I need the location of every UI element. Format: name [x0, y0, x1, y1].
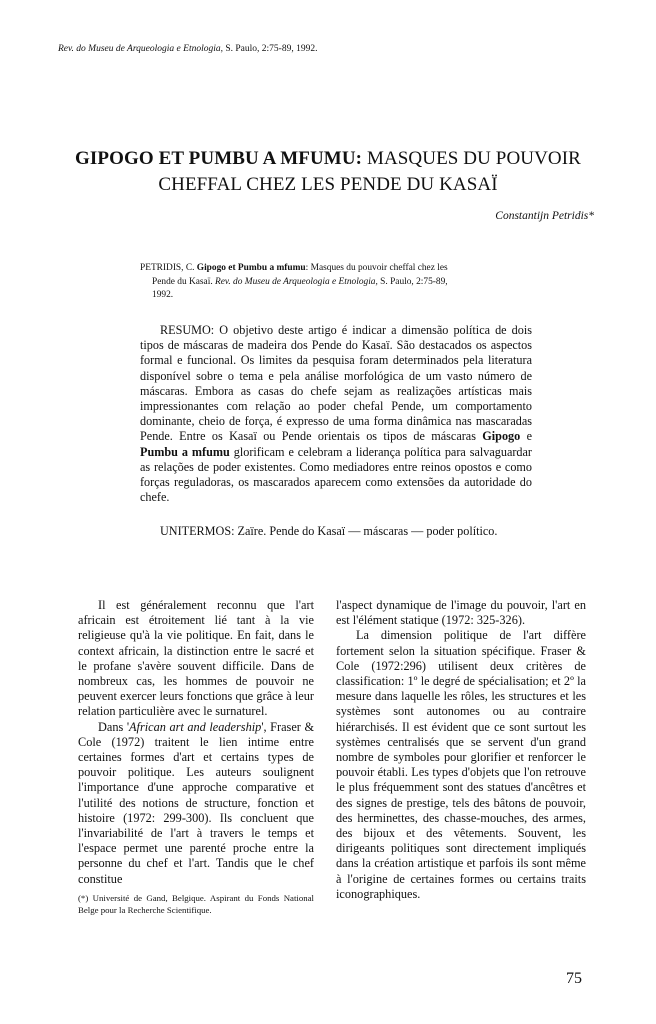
article-title-line-2: CHEFFAL CHEZ LES PENDE DU KASAÏ — [158, 174, 498, 195]
journal-header — [58, 44, 317, 54]
body-paragraph: La dimension politique de l'art diffère fortement selon la situation spécifique. Fraser & Cole (1972:296) utilisent deux critères de classification: 1º le degré de spécialisation; et 2º la mesure dans laquelle les rôles, les structures et les systèmes sont autonomes ou au contraire hiérarchisés. Il est évident que ce sont surtout les systèmes centralisés que se servent d'un grand nombre de symboles pour glorifier et renforcer le pouvoir établi. Les types d'objets que l'on retrouve le plus fréquemment sont des statues d'ancêtres et des signes de prestige, tels des bâtons de pouvoir, des herminettes, des chasse-mouches, des armes, des bijoux et des vêtements. Souvent, les dirigeants politiques sont directement impliqués dans la création artistique et parfois ils sont même à l'origine de certaines formes ou certains traits iconographiques. — [336, 628, 586, 901]
bibliographic-citation — [140, 262, 532, 303]
journal-name: Rev. do Museu de Arqueologia e Etnologia, — [58, 44, 223, 54]
resumo-bold-pumbu: Pumbu a mfumu — [140, 444, 230, 459]
body-right-column — [336, 598, 586, 902]
citation-year: 1992. — [152, 290, 174, 300]
author-footnote: (*) Université de Gand, Belgique. Aspirant du Fonds National Belge pour la Recherche Scientifique. — [78, 893, 314, 916]
citation-details: S. Paulo, 2:75-89, — [377, 276, 448, 287]
abstract-resumo — [140, 323, 532, 505]
resumo-bold-gipogo: Gipogo — [482, 429, 521, 444]
title-rest-part: MASQUES DU POUVOIR — [362, 148, 581, 169]
keywords-unitermos: UNITERMOS: Zaïre. Pende do Kasaï — máscaras — poder político. — [160, 524, 498, 538]
journal-details: S. Paulo, 2:75-89, 1992. — [222, 44, 318, 54]
resumo-text-2: e — [520, 429, 532, 444]
resumo-text-1: RESUMO: O objetivo deste artigo é indicar a dimensão política de dois tipos de máscaras de madeira dos Pende do Kasaï. São destacados os aspectos formal e funcional. Os limites da pesquisa foram determinados pela literatura disponível sobre o tema e pela análise morfológica de um vasto número de máscaras. Embora as casas do chefe sejam as realizações artísticas mais impressionantes com relação ao poder chefal Pende, um comportamento dominante, cheio de força, é expresso de uma forma dinâmica nas mascaradas Pende. Entre os Kasaï ou Pende orientais os tipos de máscaras — [140, 323, 532, 444]
title-bold-part: GIPOGO ET PUMBU A MFUMU: — [75, 148, 363, 169]
body-left-column — [78, 598, 314, 887]
book-title: African art and leadership — [129, 719, 262, 734]
body-paragraph: Dans 'African art and leadership', Fraser & Cole (1972) traitent le lien intime entre certaines formes d'art et certains types de pouvoir politique. Les auteurs soulignent l'importance d'une approche comparative et l'utilité des notions de structure, fonction et histoire (1972: 299-300). Ils concluent que l'invariabilité de l'art à travers le temps et l'espace permet une parenté proche entre la personne du chef et l'art. Tandis que le chef constitue — [78, 719, 315, 886]
author-name: Constantijn Petridis* — [495, 210, 594, 222]
article-title-line-1 — [40, 146, 616, 172]
citation-author: PETRIDIS, C. — [140, 263, 197, 273]
body-paragraph: Il est généralement reconnu que l'art africain est étroitement lié tant à la vie religieuse qu'à la vie politique. En fait, dans le context africain, la distinction entre le sacré et le profane s'avère souvent difficile. Dans de nombreux cas, les hommes de pouvoir ne peuvent exercer leurs fonctions que grâce à leur relation particulière avec le surnaturel. — [78, 598, 314, 719]
citation-journal: Rev. do Museu de Arqueologia e Etnologia, — [215, 276, 378, 287]
body-paragraph: l'aspect dynamique de l'image du pouvoir, l'art en est l'élément statique (1972: 325-326). — [336, 598, 586, 628]
citation-title-end: Pende du Kasaï. — [152, 276, 216, 287]
citation-title: : Masques du pouvoir cheffal chez les — [305, 263, 448, 273]
citation-line-2 — [140, 276, 532, 290]
resumo-text-3: glorificam e celebram a liderança política para salvaguardar as relações de poder existentes. Como mediadores entre reinos opostos e como forças reguladoras, os mascarados aparecem como extensões da autoridade do chefe. — [140, 444, 532, 505]
page-number: 75 — [566, 970, 582, 987]
citation-title-bold: Gipogo et Pumbu a mfumu — [196, 263, 306, 273]
